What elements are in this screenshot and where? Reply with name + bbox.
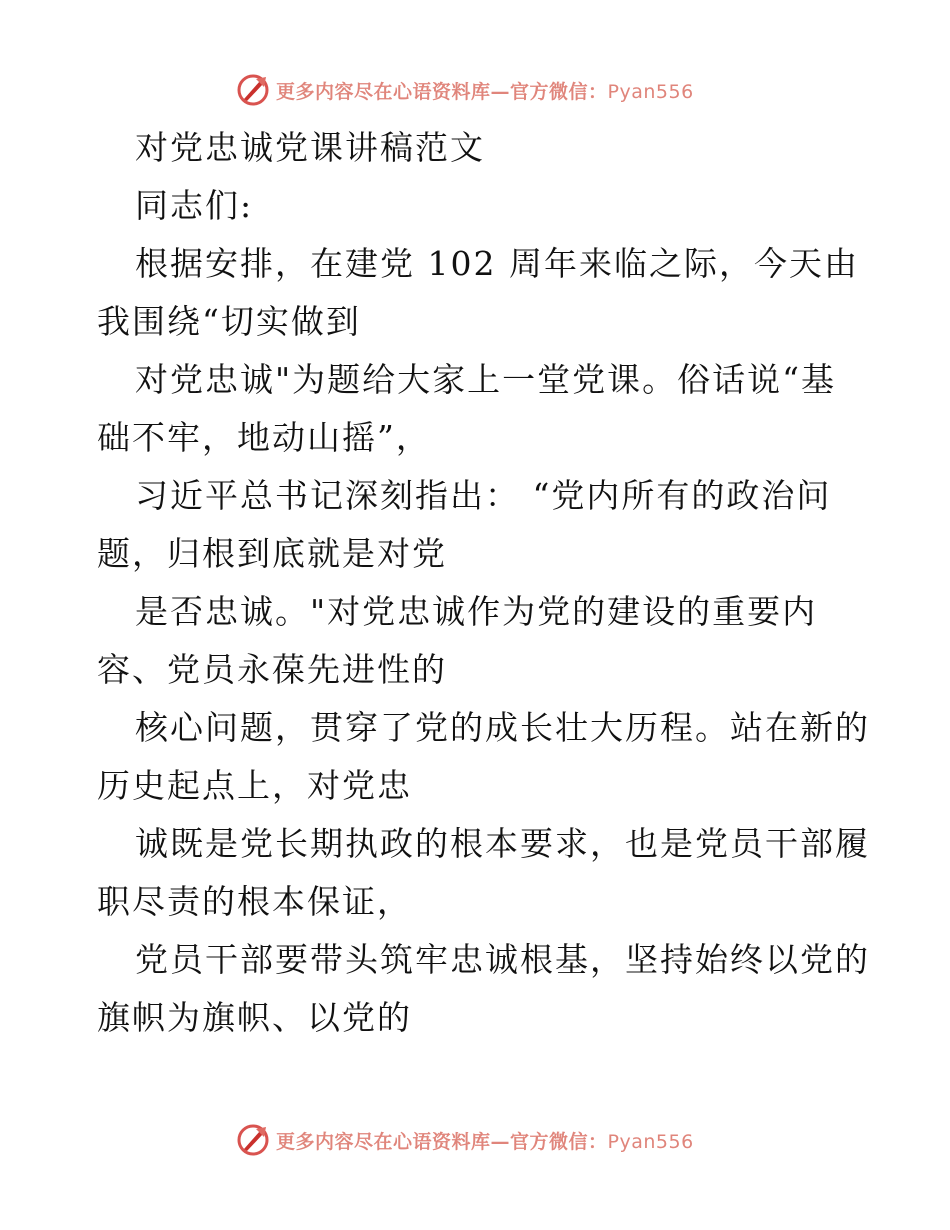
- quill-logo-icon: [236, 73, 270, 107]
- paragraph-line: 习近平总书记深刻指出： “党内所有的政治问: [135, 476, 832, 515]
- document-title: 对党忠诚党课讲稿范文: [135, 128, 485, 167]
- paragraph-line: 础不牢，地动山摇”，: [97, 418, 431, 457]
- paragraph-line: 职尽责的根本保证，: [97, 882, 412, 921]
- paragraph-line: 党员干部要带头筑牢忠诚根基，坚持始终以党的: [135, 940, 870, 979]
- paragraph-line: 对党忠诚"为题给大家上一堂党课。俗话说“基: [135, 360, 837, 399]
- paragraph-line: 诚既是党长期执政的根本要求，也是党员干部履: [135, 824, 870, 863]
- paragraph-line: 是否忠诚。"对党忠诚作为党的建设的重要内: [135, 592, 818, 631]
- banner-text: 更多内容尽在心语资料库—官方微信：Pyan556: [276, 80, 694, 103]
- footer-banner: [236, 1122, 694, 1158]
- paragraph-line: 根据安排，在建党 102 周年来临之际，今天由: [135, 244, 859, 283]
- header-banner: [236, 72, 694, 108]
- paragraph-line: 同志们:: [135, 186, 254, 225]
- paragraph-line: 题，归根到底就是对党: [97, 534, 447, 573]
- banner-text: 更多内容尽在心语资料库—官方微信：Pyan556: [276, 1130, 694, 1153]
- paragraph-line: 容、党员永葆先进性的: [97, 650, 447, 689]
- paragraph-line: 历史起点上，对党忠: [97, 766, 412, 805]
- paragraph-line: 我围绕“切实做到: [97, 302, 361, 341]
- paragraph-line: 旗帜为旗帜、以党的: [97, 998, 412, 1037]
- quill-logo-icon: [236, 1123, 270, 1157]
- paragraph-line: 核心问题，贯穿了党的成长壮大历程。站在新的: [135, 708, 870, 747]
